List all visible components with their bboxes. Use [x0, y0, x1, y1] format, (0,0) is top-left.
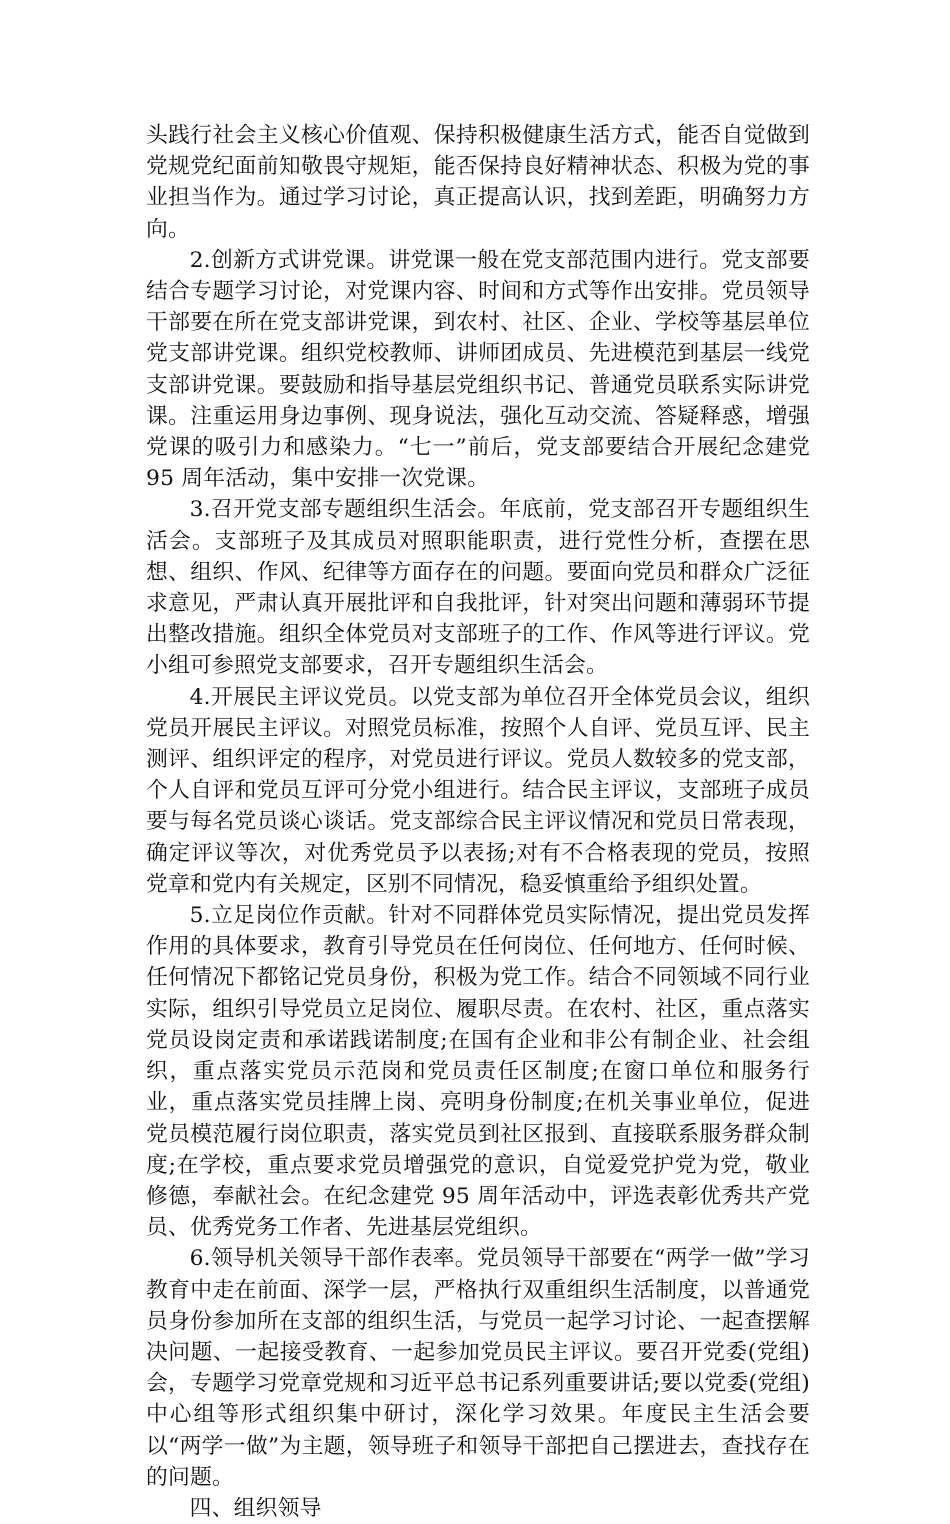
section-heading: 四、组织领导 [189, 1495, 322, 1521]
paragraph-item-6: 6.领导机关领导干部作表率。党员领导干部要在“两学一做”学习教育中走在前面、深学一层，严格执行双重组织生活制度，以普通党员身份参加所在支部的组织生活，与党员一起学习讨论、一起查摆解决问题、一起接受教育、一起参加党员民主评议。要召开党委(党组)会，专题学习党章党规和习近平总书记系列重要讲话;要以党委(党组)中心组等形式组织集中研讨，深化学习效果。年度民主生活会要以“两学一做”为主题，领导班子和领导干部把自己摆进去，查找存在的问题。 [146, 1246, 810, 1490]
paragraph-continuation: 头践行社会主义核心价值观、保持积极健康生活方式，能否自觉做到党规党纪面前知敬畏守规矩，能否保持良好精神状态、积极为党的事业担当作为。通过学习讨论，真正提高认识，找到差距，明确努力方向。 [146, 123, 810, 242]
paragraph-item-2: 2.创新方式讲党课。讲党课一般在党支部范围内进行。党支部要结合专题学习讨论，对党课内容、时间和方式等作出安排。党员领导干部要在所在党支部讲党课，到农村、社区、企业、学校等基层单位党支部讲党课。组织党校教师、讲师团成员、先进模范到基层一线党支部讲党课。要鼓励和指导基层党组织书记、普通党员联系实际讲党课。注重运用身边事例、现身说法，强化互动交流、答疑释惑，增强党课的吸引力和感染力。“七一”前后，党支部要结合开展纪念建党 95 周年活动，集中安排一次党课。 [146, 247, 810, 492]
paragraph-item-3: 3.召开党支部专题组织生活会。年底前，党支部召开专题组织生活会。支部班子及其成员对照职能职责，进行党性分析，查摆在思想、组织、作风、纪律等方面存在的问题。要面向党员和群众广泛征求意见，严肃认真开展批评和自我批评，针对突出问题和薄弱环节提出整改措施。组织全体党员对支部班子的工作、作风等进行评议。党小组可参照党支部要求，召开专题组织生活会。 [146, 497, 810, 679]
paragraph-item-4: 4.开展民主评议党员。以党支部为单位召开全体党员会议，组织党员开展民主评议。对照党员标准，按照个人自评、党员互评、民主测评、组织评定的程序，对党员进行评议。党员人数较多的党支部，个人自评和党员互评可分党小组进行。结合民主评议，支部班子成员要与每名党员谈心谈话。党支部综合民主评议情况和党员日常表现，确定评议等次，对优秀党员予以表扬;对有不合格表现的党员，按照党章和党内有关规定，区别不同情况，稳妥慎重给予组织处置。 [146, 684, 810, 897]
document-body [146, 120, 810, 1524]
paragraph-item-5: 5.立足岗位作贡献。针对不同群体党员实际情况，提出党员发挥作用的具体要求，教育引导党员在任何岗位、任何地方、任何时候、任何情况下都铭记党员身份，积极为党工作。结合不同领域不同行业实际，组织引导党员立足岗位、履职尽责。在农村、社区，重点落实党员设岗定责和承诺践诺制度;在国有企业和非公有制企业、社会组织，重点落实党员示范岗和党员责任区制度;在窗口单位和服务行业，重点落实党员挂牌上岗、亮明身份制度;在机关事业单位，促进党员模范履行岗位职责，落实党员到社区报到、直接联系服务群众制度;在学校，重点要求党员增强党的意识，自觉爱党护党为党，敬业修德，奉献社会。在纪念建党 95 周年活动中，评选表彰优秀共产党员、优秀党务工作者、先进基层党组织。 [146, 903, 810, 1241]
